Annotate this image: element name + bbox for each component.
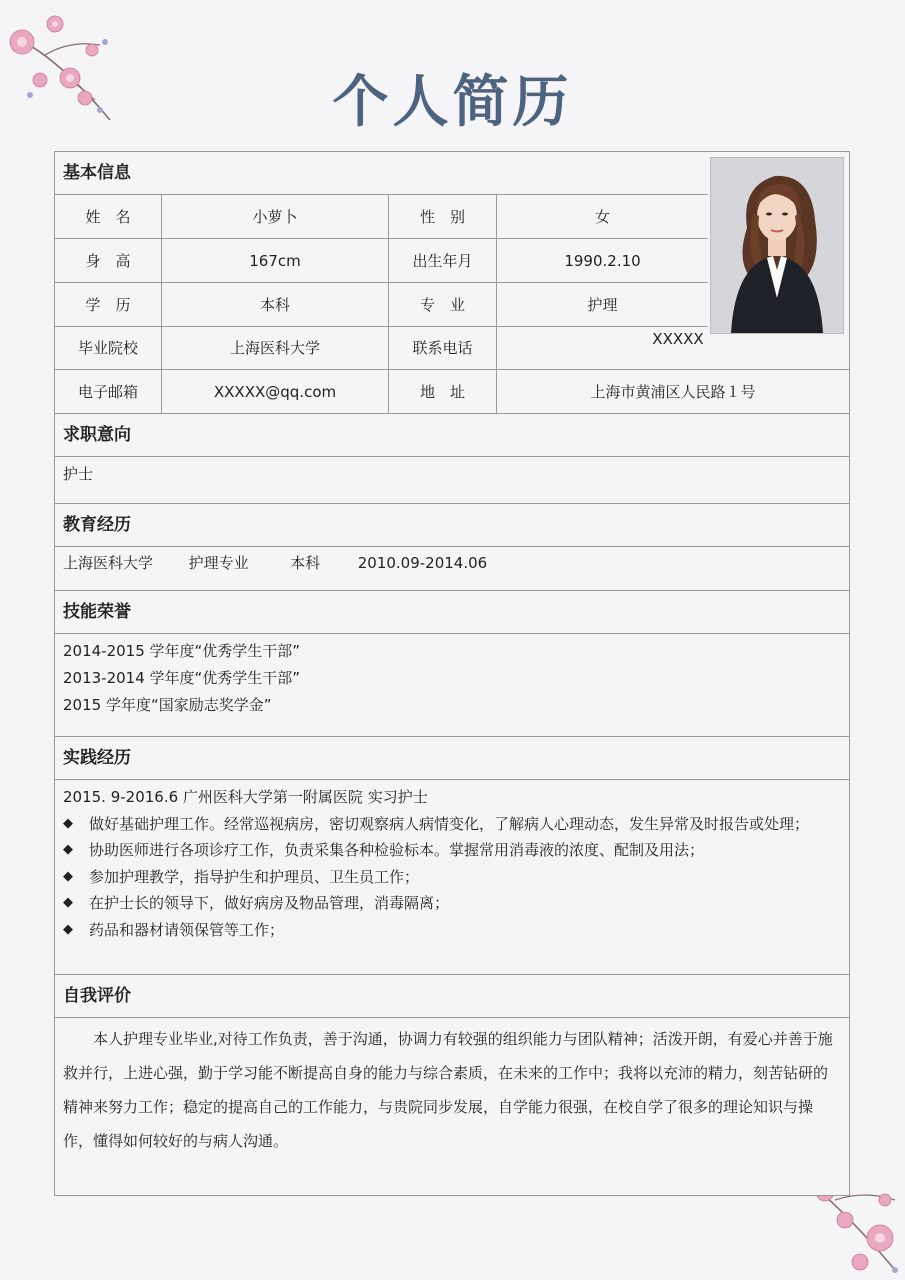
practice-item (55, 810, 849, 837)
intent-value: 护士 (55, 457, 849, 504)
field-label: 出生年月 (389, 239, 497, 282)
field-value: 护理 (587, 296, 618, 314)
self-eval-text: 本人护理专业毕业,对待工作负责，善于沟通，协调力有较强的组织能力与团队精神；活泼开朗，有爱心并善于施救并行，上进心强，勤于学习能不断提高自身的能力与综合素质，在未来的工作中；我将以充沛的精力，刻苦钻研的精神来努力工作；稳定的提高自己的工作能力，与贵院同步发展，自学能力很强，在校自学了很多的理论知识与操作，懂得如何较好的与病人沟通。 (63, 1030, 833, 1150)
section-heading-self-eval: 自我评价 (55, 975, 849, 1018)
field-value: 小萝卜 (162, 195, 389, 238)
honor-item: 2013-2014 学年度“优秀学生干部” (63, 669, 301, 687)
section-heading-intent: 求职意向 (55, 414, 849, 457)
field-value: 1990.2.10 (564, 251, 641, 270)
section-heading-practice: 实践经历 (55, 737, 849, 780)
field-value: 上海市黄浦区人民路１号 (590, 383, 756, 401)
field-label: 姓 名 (55, 195, 162, 238)
resume-table (54, 151, 850, 1196)
diamond-bullet-icon: ◆ (63, 895, 73, 911)
diamond-bullet-icon: ◆ (63, 815, 73, 831)
education-degree: 本科 (290, 554, 321, 572)
diamond-bullet-icon: ◆ (63, 921, 73, 937)
field-value: XXXXX (652, 330, 704, 348)
practice-header: 2015. 9-2016.6 广州医科大学第一附属医院 实习护士 (63, 788, 428, 806)
field-label: 性 别 (389, 195, 497, 238)
field-value: 女 (594, 208, 610, 226)
education-row (55, 547, 849, 591)
section-heading-honors: 技能荣誉 (55, 591, 849, 634)
field-value: 上海医科大学 (162, 326, 389, 369)
field-label: 身 高 (55, 239, 162, 282)
practice-item (55, 837, 849, 864)
diamond-bullet-icon: ◆ (63, 868, 73, 884)
field-label: 专 业 (389, 283, 497, 326)
field-value: 167cm (162, 239, 389, 282)
section-heading-basic: 基本信息 (55, 152, 708, 195)
practice-item-text: 药品和器材请领保管等工作； (89, 920, 285, 939)
practice-item (55, 863, 849, 890)
field-label: 毕业院校 (55, 326, 162, 369)
practice-item-text: 做好基础护理工作。经常巡视病房，密切观察病人病情变化，了解病人心理动态，发生异常及时报告或处理； (89, 814, 810, 833)
field-label: 联系电话 (389, 326, 497, 369)
basic-info-row (55, 283, 708, 327)
practice-item-text: 协助医师进行各项诊疗工作，负责采集各种检验标本。掌握常用消毒液的浓度、配制及用法； (89, 841, 705, 860)
practice-item-text: 在护士长的领导下，做好病房及物品管理，消毒隔离； (89, 894, 450, 913)
basic-info-row (55, 370, 849, 414)
field-value: XXXXX@qq.com (162, 370, 389, 413)
field-value: 本科 (162, 283, 389, 326)
field-label: 地 址 (389, 370, 497, 413)
practice-list (55, 810, 849, 943)
basic-info-row (55, 195, 708, 239)
education-period: 2010.09-2014.06 (357, 554, 488, 572)
self-eval-content (55, 1018, 849, 1158)
honors-list (55, 634, 849, 737)
education-major: 护理专业 (188, 554, 249, 572)
section-heading-education: 教育经历 (55, 504, 849, 547)
basic-info-row (55, 239, 708, 283)
honor-item: 2015 学年度“国家励志奖学金” (63, 696, 272, 714)
practice-item-text: 参加护理教学，指导护生和护理员、卫生员工作； (89, 867, 420, 886)
profile-photo (710, 157, 844, 334)
field-label: 电子邮箱 (55, 370, 162, 413)
practice-content (55, 780, 849, 975)
practice-item (55, 916, 849, 943)
diamond-bullet-icon: ◆ (63, 842, 73, 858)
practice-item (55, 890, 849, 917)
page-title: 个人简历 (332, 70, 573, 135)
field-label: 学 历 (55, 283, 162, 326)
honor-item: 2014-2015 学年度“优秀学生干部” (63, 642, 301, 660)
education-school: 上海医科大学 (63, 554, 154, 572)
